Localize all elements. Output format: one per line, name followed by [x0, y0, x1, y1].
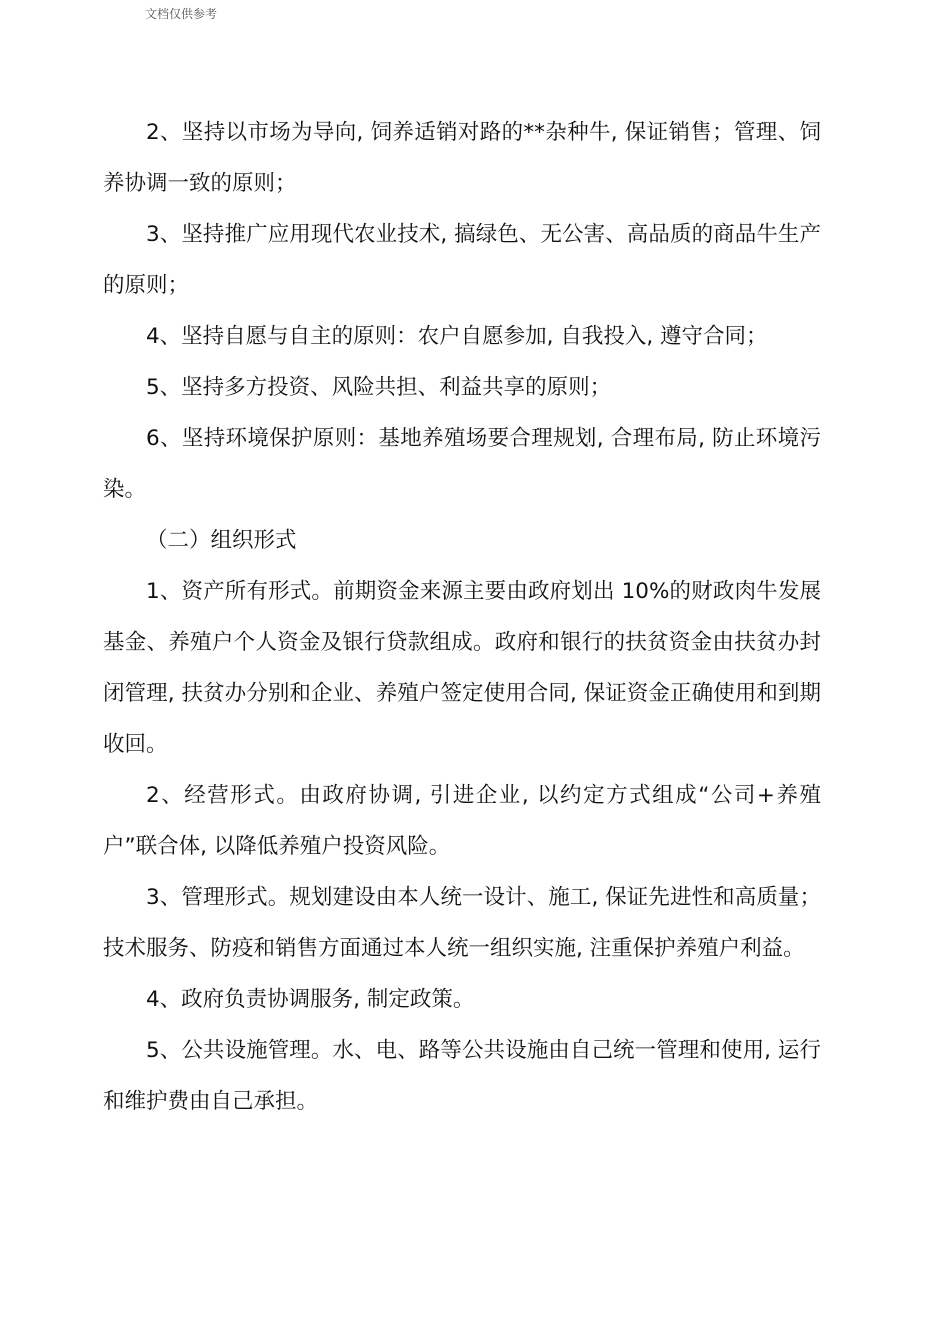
organization-3: 3、管理形式。规划建设由本人统一设计、施工, 保证先进性和高质量；技术服务、防疫和销售方面通过本人统一组织实施, 注重保护养殖户利益。 [103, 885, 821, 961]
organization-2: 2、经营形式。由政府协调, 引进企业, 以约定方式组成“公司+养殖户”联合体, 以降低养殖户投资风险。 [103, 783, 821, 859]
organization-4: 4、政府负责协调服务, 制定政策。 [146, 987, 475, 1012]
organization-1: 1、资产所有形式。前期资金来源主要由政府划出 10%的财政肉牛发展基金、养殖户个人资金及银行贷款组成。政府和银行的扶贫资金由扶贫办封闭管理, 扶贫办分别和企业、养殖户签定使用合同, 保证资金正确使用和到期收回。 [103, 579, 821, 757]
principle-2: 2、坚持以市场为导向, 饲养适销对路的**杂种牛, 保证销售；管理、饲养协调一致的原则； [103, 120, 821, 196]
header-watermark: 文档仅供参考 [145, 7, 218, 21]
organization-5: 5、公共设施管理。水、电、路等公共设施由自己统一管理和使用, 运行和维护费由自己承担。 [103, 1038, 821, 1114]
principle-6: 6、坚持环境保护原则：基地养殖场要合理规划, 合理布局, 防止环境污染。 [103, 426, 821, 502]
principle-4: 4、坚持自愿与自主的原则：农户自愿参加, 自我投入, 遵守合同； [146, 324, 768, 349]
principle-3: 3、坚持推广应用现代农业技术, 搞绿色、无公害、高品质的商品牛生产的原则； [103, 222, 821, 298]
document-body [103, 107, 821, 1127]
section-heading: （二）组织形式 [146, 528, 297, 553]
principle-5: 5、坚持多方投资、风险共担、利益共享的原则； [146, 375, 612, 400]
